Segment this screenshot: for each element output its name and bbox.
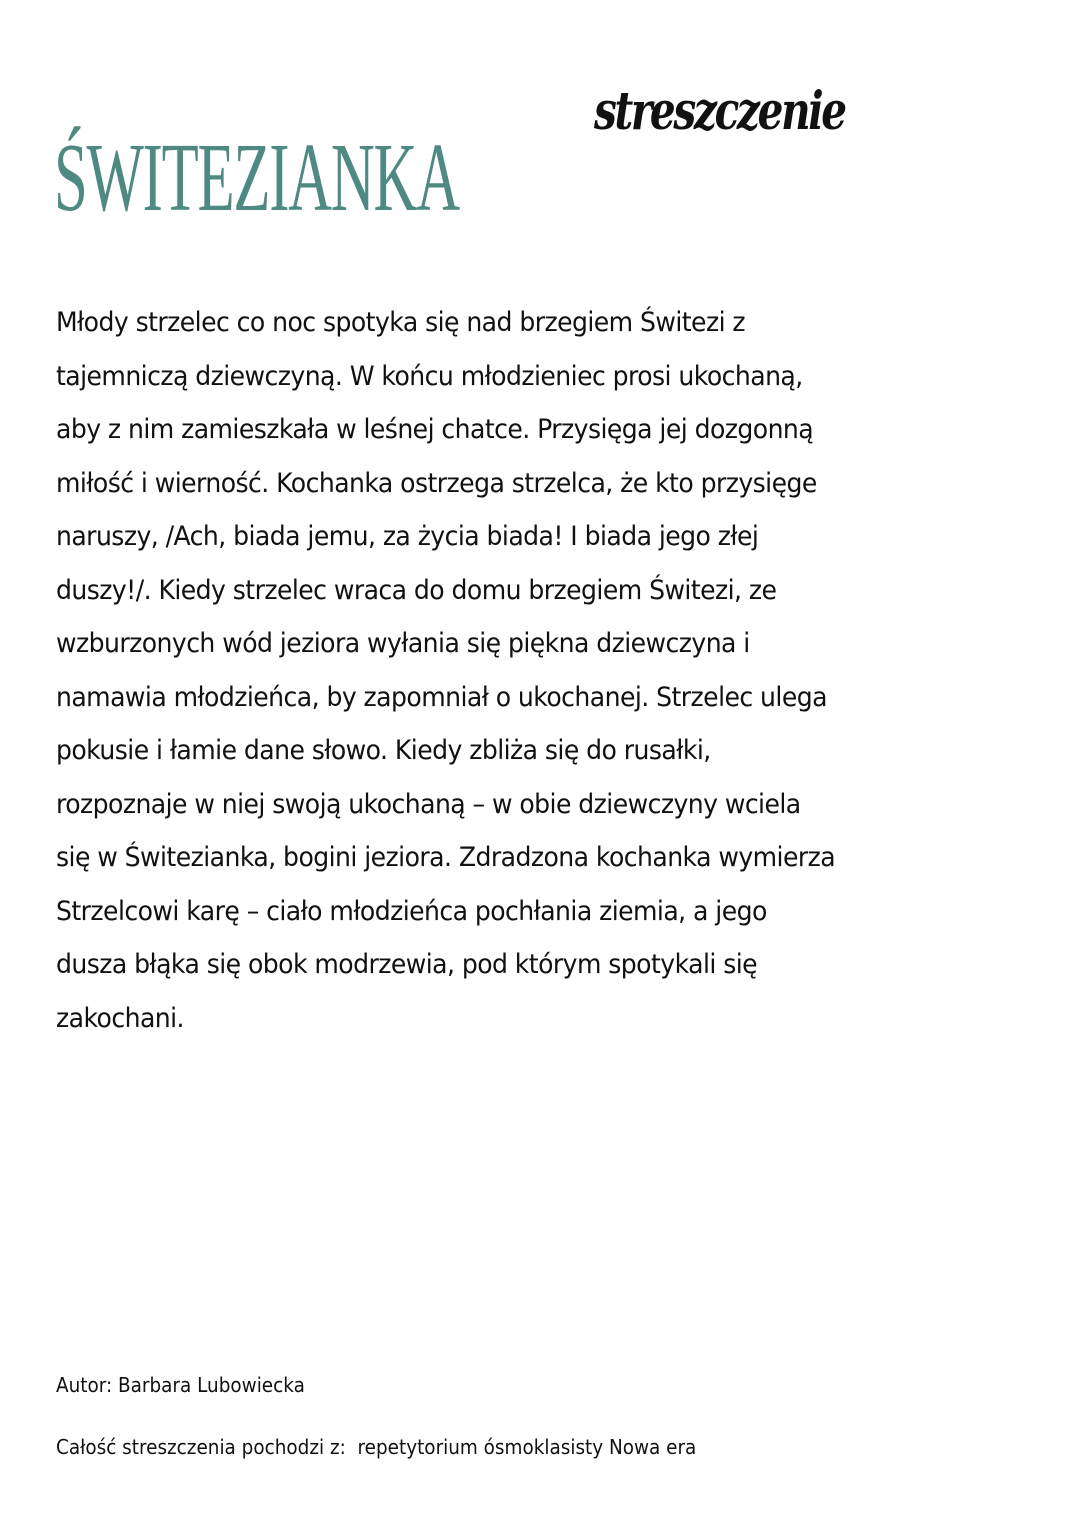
summary-line: pokusie i łamie dane słowo. Kiedy zbliża się do rusałki, [56,735,711,766]
summary-line: zakochani. [56,1002,184,1034]
summary-line: tajemniczą dziewczyną. W końcu młodzieniec prosi ukochaną, [56,360,803,392]
summary-paragraph [56,296,1046,1045]
summary-line: miłość i wierność. Kochanka ostrzega strzelca, że kto przysięge [56,467,817,499]
author-credit: Autor: Barbara Lubowiecka [56,1373,305,1397]
summary-line: naruszy, /Ach, biada jemu, za życia biada! I biada jego złej [56,521,759,552]
summary-line: duszy!/. Kiedy strzelec wraca do domu brzegiem Świtezi, ze [56,574,777,606]
summary-line: dusza błąka się obok modrzewia, pod którym spotykali się [56,949,758,980]
summary-line: Strzelcowi karę – ciało młodzieńca pochłania ziemia, a jego [56,895,767,927]
summary-line: Młody strzelec co noc spotyka się nad brzegiem Świtezi z [56,307,746,338]
summary-line: się w Świtezianka, bogini jeziora. Zdradzona kochanka wymierza [56,842,836,873]
page-subtitle: streszczenie [594,81,845,142]
source-credit: Całość streszczenia pochodzi z: repetytorium ósmoklasisty Nowa era [56,1435,697,1459]
summary-line: aby z nim zamieszkała w leśnej chatce. Przysięga jej dozgonną [56,414,814,445]
summary-line: wzburzonych wód jeziora wyłania się piękna dziewczyna i [56,628,750,659]
summary-line: namawia młodzieńca, by zapomniał o ukochanej. Strzelec ulega [56,681,827,713]
page-title: ŚWITEZIANKA [54,123,459,232]
summary-line: rozpoznaje w niej swoją ukochaną – w obie dziewczyny wciela [56,788,801,820]
